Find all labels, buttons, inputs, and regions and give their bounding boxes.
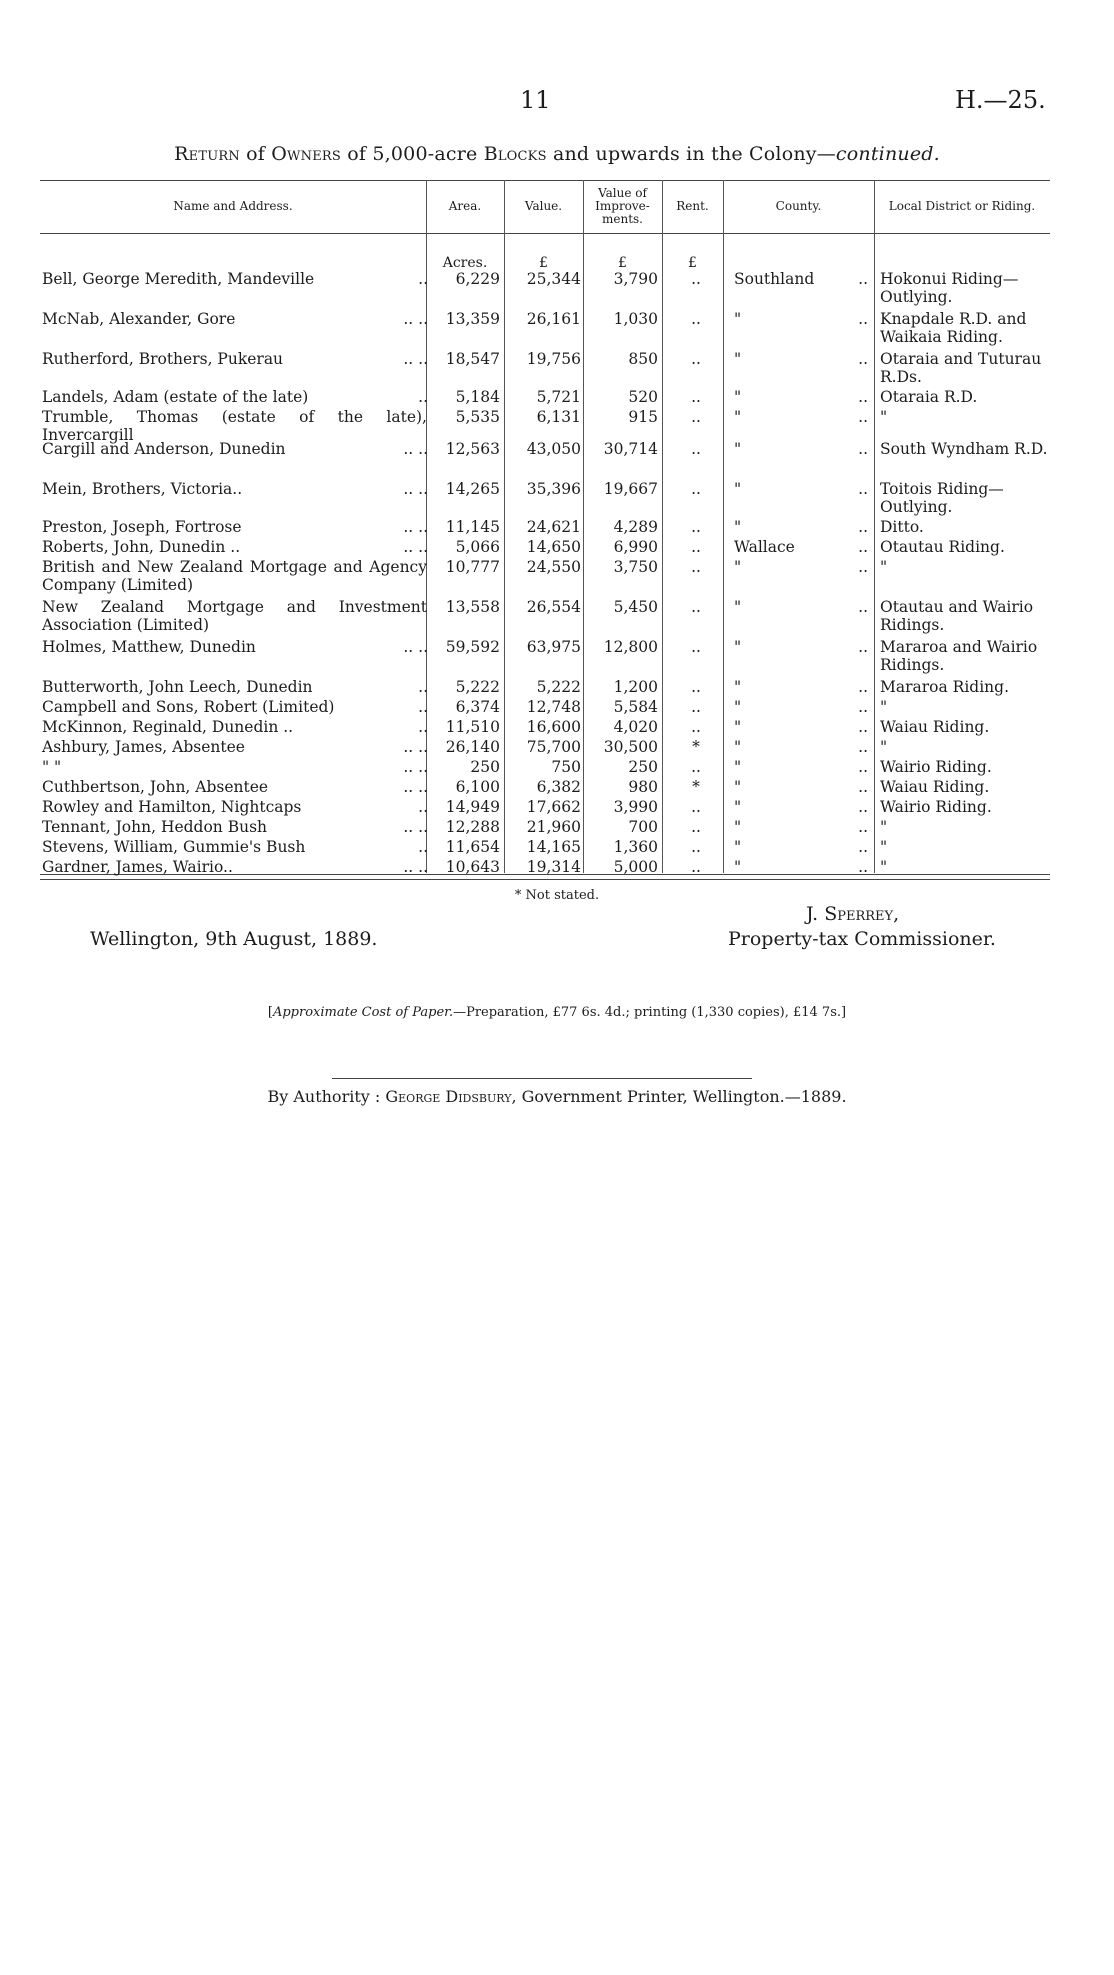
improvements-cell: 30,714 xyxy=(603,440,658,458)
improvements-cell: 19,667 xyxy=(603,480,658,498)
column-header-area: Area. xyxy=(448,198,482,213)
rent-cell: .. xyxy=(691,310,701,328)
leader-dots: .. xyxy=(858,408,868,426)
district-cell: South Wyndham R.D. xyxy=(880,440,1048,458)
table-row xyxy=(40,638,1050,676)
county-cell: " xyxy=(734,480,742,498)
improvements-cell: 1,360 xyxy=(613,838,658,856)
district-cell: Toitois Riding—Outlying. xyxy=(880,480,1004,516)
value-cell: 6,382 xyxy=(536,778,581,796)
value-cell: 5,222 xyxy=(536,678,581,696)
leader-dots: .. xyxy=(858,778,868,796)
area-cell: 5,222 xyxy=(455,678,500,696)
name-cell: Landels, Adam (estate of the late) xyxy=(42,388,309,406)
area-cell: 10,777 xyxy=(445,558,500,576)
name-cell: " " xyxy=(42,758,62,776)
county-cell: " xyxy=(734,858,742,876)
county-cell: " xyxy=(734,818,742,836)
improvements-cell: 3,750 xyxy=(613,558,658,576)
rent-cell: .. xyxy=(691,408,701,426)
district-cell: " xyxy=(880,818,888,836)
improvements-cell: 4,020 xyxy=(613,718,658,736)
area-cell: 5,184 xyxy=(455,388,500,406)
place-date: Wellington, 9th August, 1889. xyxy=(90,928,378,950)
improvements-cell: 915 xyxy=(628,408,658,426)
name-cell: Roberts, John, Dunedin .. xyxy=(42,538,241,556)
table-title xyxy=(0,143,1114,165)
county-cell: " xyxy=(734,758,742,776)
county-cell: " xyxy=(734,310,742,328)
leader-dots: .. xyxy=(858,678,868,696)
name-cell: Rutherford, Brothers, Pukerau xyxy=(42,350,284,368)
leader-dots: .. xyxy=(858,350,868,368)
area-cell: 12,563 xyxy=(445,440,500,458)
rent-cell: .. xyxy=(691,798,701,816)
county-cell: Southland xyxy=(734,270,815,288)
county-cell: " xyxy=(734,440,742,458)
title-rest: and upwards in the Colony— xyxy=(546,143,836,165)
area-cell: 14,949 xyxy=(445,798,500,816)
area-cell: 250 xyxy=(470,758,500,776)
leader-dots: .. .. xyxy=(403,738,428,756)
district-cell: Otaraia R.D. xyxy=(880,388,978,406)
district-cell: Mararoa and Wairio Ridings. xyxy=(880,638,1038,674)
value-cell: 21,960 xyxy=(526,818,581,836)
table-row xyxy=(40,598,1050,636)
leader-dots: .. xyxy=(858,388,868,406)
name-cell: Butterworth, John Leech, Dunedin xyxy=(42,678,313,696)
name-cell: Mein, Brothers, Victoria.. xyxy=(42,480,243,498)
leader-dots: .. .. xyxy=(403,538,428,556)
rent-cell: .. xyxy=(691,538,701,556)
improvements-cell: 3,790 xyxy=(613,270,658,288)
district-cell: " xyxy=(880,698,888,716)
county-cell: " xyxy=(734,718,742,736)
rent-cell: .. xyxy=(691,270,701,288)
leader-dots: .. xyxy=(858,440,868,458)
leader-dots: .. xyxy=(418,798,428,816)
rent-cell: .. xyxy=(691,758,701,776)
table-row xyxy=(40,480,1050,518)
county-cell: " xyxy=(734,388,742,406)
rent-cell: * xyxy=(692,778,700,796)
rent-cell: .. xyxy=(691,480,701,498)
leader-dots: .. xyxy=(418,270,428,288)
name-cell: Holmes, Matthew, Dunedin xyxy=(42,638,256,656)
improvements-cell: 30,500 xyxy=(603,738,658,756)
area-cell: 11,654 xyxy=(445,838,500,856)
value-cell: 6,131 xyxy=(536,408,581,426)
rent-cell: * xyxy=(692,738,700,756)
improvements-cell: 1,200 xyxy=(613,678,658,696)
value-cell: 24,621 xyxy=(526,518,581,536)
leader-dots: .. .. xyxy=(403,440,428,458)
leader-dots: .. xyxy=(858,818,868,836)
name-cell: Preston, Joseph, Fortrose xyxy=(42,518,242,536)
leader-dots: .. xyxy=(858,718,868,736)
leader-dots: .. xyxy=(858,738,868,756)
leader-dots: .. xyxy=(418,698,428,716)
leader-dots: .. .. xyxy=(403,518,428,536)
rent-cell: .. xyxy=(691,350,701,368)
table-row xyxy=(40,558,1050,596)
district-cell: Otautau and Wairio Ridings. xyxy=(880,598,1034,634)
name-cell: Stevens, William, Gummie's Bush xyxy=(42,838,306,856)
area-cell: 5,535 xyxy=(455,408,500,426)
area-cell: 10,643 xyxy=(445,858,500,876)
leader-dots: .. xyxy=(858,838,868,856)
unit-value: £ xyxy=(539,255,548,271)
leader-dots: .. xyxy=(858,518,868,536)
rent-cell: .. xyxy=(691,678,701,696)
table-row xyxy=(40,350,1050,388)
county-cell: " xyxy=(734,778,742,796)
value-cell: 17,662 xyxy=(526,798,581,816)
unit-improvements: £ xyxy=(618,255,627,271)
district-cell: " xyxy=(880,838,888,856)
area-cell: 11,145 xyxy=(445,518,500,536)
improvements-cell: 5,584 xyxy=(613,698,658,716)
title-middle: of 5,000-acre xyxy=(340,143,484,165)
value-cell: 75,700 xyxy=(526,738,581,756)
column-header-improvements: Value of Improve-ments. xyxy=(595,185,650,226)
district-cell: Mararoa Riding. xyxy=(880,678,1010,696)
area-cell: 18,547 xyxy=(445,350,500,368)
name-cell: Ashbury, James, Absentee xyxy=(42,738,245,756)
value-cell: 750 xyxy=(551,758,581,776)
name-cell: Campbell and Sons, Robert (Limited) xyxy=(42,698,335,716)
authority-suffix: , Government Printer, Wellington.—1889. xyxy=(511,1087,847,1106)
signatory-title: Property-tax Commissioner. xyxy=(728,928,996,950)
rent-cell: .. xyxy=(691,718,701,736)
district-cell: Wairio Riding. xyxy=(880,758,992,776)
value-cell: 19,756 xyxy=(526,350,581,368)
unit-rent: £ xyxy=(688,255,697,271)
improvements-cell: 250 xyxy=(628,758,658,776)
area-cell: 13,558 xyxy=(445,598,500,616)
district-cell: " xyxy=(880,408,888,426)
title-owners: Owners xyxy=(271,143,341,165)
signatory-name-text: J. Sperrey, xyxy=(806,903,900,925)
printer-authority xyxy=(0,1087,1114,1106)
improvements-cell: 980 xyxy=(628,778,658,796)
name-cell: British and New Zealand Mortgage and Agency Company (Limited) xyxy=(42,558,427,594)
name-cell: McNab, Alexander, Gore xyxy=(42,310,236,328)
area-cell: 6,374 xyxy=(455,698,500,716)
county-cell: " xyxy=(734,698,742,716)
county-cell: Wallace xyxy=(734,538,795,556)
title-return: Return xyxy=(174,143,240,165)
value-cell: 25,344 xyxy=(526,270,581,288)
district-cell: " xyxy=(880,738,888,756)
value-cell: 14,650 xyxy=(526,538,581,556)
district-cell: Otaraia and Tuturau R.Ds. xyxy=(880,350,1042,386)
area-cell: 6,229 xyxy=(455,270,500,288)
name-cell: Gardner, James, Wairio.. xyxy=(42,858,233,876)
value-cell: 19,314 xyxy=(526,858,581,876)
district-cell: Waiau Riding. xyxy=(880,718,990,736)
authority-rule xyxy=(332,1078,752,1079)
rent-cell: .. xyxy=(691,818,701,836)
name-cell: Trumble, Thomas (estate of the late), Invercargill xyxy=(42,408,427,444)
leader-dots: .. xyxy=(418,838,428,856)
rent-cell: .. xyxy=(691,858,701,876)
header-bottom-rule xyxy=(40,233,1050,234)
value-cell: 12,748 xyxy=(526,698,581,716)
leader-dots: .. xyxy=(858,638,868,656)
value-cell: 43,050 xyxy=(526,440,581,458)
area-cell: 13,359 xyxy=(445,310,500,328)
signatory-name xyxy=(806,903,899,925)
rent-cell: .. xyxy=(691,388,701,406)
document-reference: H.—25. xyxy=(955,86,1046,114)
county-cell: " xyxy=(734,678,742,696)
leader-dots: .. xyxy=(858,310,868,328)
leader-dots: .. .. xyxy=(403,778,428,796)
column-header-name: Name and Address. xyxy=(173,198,293,213)
county-cell: " xyxy=(734,798,742,816)
page-number: 11 xyxy=(520,86,551,114)
column-header-county: County. xyxy=(775,198,822,213)
name-cell: Rowley and Hamilton, Nightcaps xyxy=(42,798,302,816)
district-cell: " xyxy=(880,558,888,576)
leader-dots: .. xyxy=(858,558,868,576)
column-header-value: Value. xyxy=(524,198,563,213)
leader-dots: .. xyxy=(858,270,868,288)
cost-text: —Preparation, £77 6s. 4d.; printing (1,330 copies), £14 7s. xyxy=(453,1005,842,1020)
rent-cell: .. xyxy=(691,598,701,616)
area-cell: 59,592 xyxy=(445,638,500,656)
county-cell: " xyxy=(734,598,742,616)
improvements-cell: 3,990 xyxy=(613,798,658,816)
column-header-rent: Rent. xyxy=(676,198,709,213)
cost-label: Approximate Cost of Paper. xyxy=(272,1005,454,1020)
value-cell: 63,975 xyxy=(526,638,581,656)
area-cell: 11,510 xyxy=(445,718,500,736)
leader-dots: .. xyxy=(858,480,868,498)
improvements-cell: 12,800 xyxy=(603,638,658,656)
county-cell: " xyxy=(734,738,742,756)
value-cell: 26,161 xyxy=(526,310,581,328)
table-double-rule xyxy=(40,879,1050,880)
improvements-cell: 1,030 xyxy=(613,310,658,328)
leader-dots: .. xyxy=(418,678,428,696)
name-cell: Tennant, John, Heddon Bush xyxy=(42,818,268,836)
authority-prefix: By Authority : xyxy=(267,1087,386,1106)
area-cell: 14,265 xyxy=(445,480,500,498)
improvements-cell: 520 xyxy=(628,388,658,406)
area-cell: 6,100 xyxy=(455,778,500,796)
leader-dots: .. .. xyxy=(403,480,428,498)
leader-dots: .. xyxy=(858,798,868,816)
improvements-cell: 5,000 xyxy=(613,858,658,876)
leader-dots: .. .. xyxy=(403,818,428,836)
name-cell: McKinnon, Reginald, Dunedin .. xyxy=(42,718,294,736)
leader-dots: .. xyxy=(418,388,428,406)
value-cell: 16,600 xyxy=(526,718,581,736)
area-cell: 12,288 xyxy=(445,818,500,836)
rent-cell: .. xyxy=(691,440,701,458)
county-cell: " xyxy=(734,838,742,856)
value-cell: 14,165 xyxy=(526,838,581,856)
leader-dots: .. .. xyxy=(403,858,428,876)
rent-cell: .. xyxy=(691,838,701,856)
improvements-cell: 5,450 xyxy=(613,598,658,616)
value-cell: 5,721 xyxy=(536,388,581,406)
value-cell: 35,396 xyxy=(526,480,581,498)
leader-dots: .. xyxy=(858,858,868,876)
table-row xyxy=(40,440,1050,478)
district-cell: Waiau Riding. xyxy=(880,778,990,796)
improvements-cell: 6,990 xyxy=(613,538,658,556)
column-header-district: Local District or Riding. xyxy=(888,198,1036,213)
district-cell: Ditto. xyxy=(880,518,924,536)
leader-dots: .. xyxy=(858,598,868,616)
rent-cell: .. xyxy=(691,518,701,536)
county-cell: " xyxy=(734,350,742,368)
name-cell: Cuthbertson, John, Absentee xyxy=(42,778,269,796)
district-cell: Wairio Riding. xyxy=(880,798,992,816)
footnote: * Not stated. xyxy=(514,888,600,903)
leader-dots: .. xyxy=(858,538,868,556)
rent-cell: .. xyxy=(691,558,701,576)
district-cell: Knapdale R.D. and Waikaia Riding. xyxy=(880,310,1027,346)
title-of: of xyxy=(239,143,272,165)
table-row xyxy=(40,310,1050,348)
cost-of-paper: [Approximate Cost of Paper.—Preparation, £77 6s. 4d.; printing (1,330 copies), £14 7s.] xyxy=(267,1005,847,1020)
district-cell: Otautau Riding. xyxy=(880,538,1005,556)
improvements-cell: 700 xyxy=(628,818,658,836)
rent-cell: .. xyxy=(691,698,701,716)
name-cell: New Zealand Mortgage and Investment Association (Limited) xyxy=(42,598,427,634)
county-cell: " xyxy=(734,638,742,656)
leader-dots: .. .. xyxy=(403,310,428,328)
unit-area: Acres. xyxy=(442,255,488,271)
area-cell: 5,066 xyxy=(455,538,500,556)
county-cell: " xyxy=(734,408,742,426)
title-blocks: Blocks xyxy=(483,143,547,165)
leader-dots: .. .. xyxy=(403,758,428,776)
improvements-cell: 4,289 xyxy=(613,518,658,536)
leader-dots: .. xyxy=(418,718,428,736)
district-cell: Hokonui Riding—Outlying. xyxy=(880,270,1019,306)
name-cell: Cargill and Anderson, Dunedin xyxy=(42,440,286,458)
table-row xyxy=(40,270,1050,308)
authority-printer: George Didsbury xyxy=(385,1087,512,1106)
value-cell: 24,550 xyxy=(526,558,581,576)
leader-dots: .. .. xyxy=(403,638,428,656)
county-cell: " xyxy=(734,558,742,576)
title-continued: continued. xyxy=(835,143,940,165)
leader-dots: .. xyxy=(858,698,868,716)
county-cell: " xyxy=(734,518,742,536)
leader-dots: .. .. xyxy=(403,350,428,368)
leader-dots: .. xyxy=(858,758,868,776)
improvements-cell: 850 xyxy=(628,350,658,368)
name-cell: Bell, George Meredith, Mandeville xyxy=(42,270,315,288)
value-cell: 26,554 xyxy=(526,598,581,616)
rent-cell: .. xyxy=(691,638,701,656)
district-cell: " xyxy=(880,858,888,876)
area-cell: 26,140 xyxy=(445,738,500,756)
